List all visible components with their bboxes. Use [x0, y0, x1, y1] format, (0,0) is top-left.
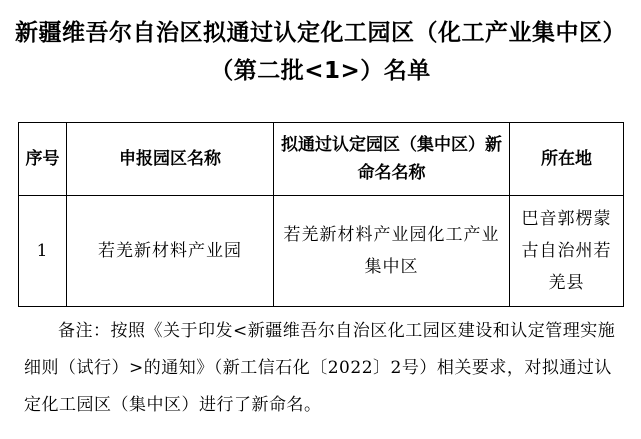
header-location: 所在地 [510, 123, 624, 196]
cell-location: 巴音郭楞蒙古自治州若羌县 [510, 196, 624, 307]
header-index: 序号 [19, 123, 67, 196]
cell-declared-name: 若羌新材料产业园 [67, 196, 274, 307]
header-declared-name: 申报园区名称 [67, 123, 274, 196]
cell-new-name: 若羌新材料产业园化工产业集中区 [274, 196, 510, 307]
table-header-row [19, 123, 624, 196]
cell-index: 1 [19, 196, 67, 307]
table-row [19, 196, 624, 307]
header-new-name: 拟通过认定园区（集中区）新命名名称 [274, 123, 510, 196]
park-list-table [18, 122, 624, 307]
note-paragraph: 备注：按照《关于印发<新疆维吾尔自治区化工园区建设和认定管理实施细则（试行）>的通知》（新工信石化〔2022〕2号）相关要求，对拟通过认定化工园区（集中区）进行了新命名。 [24, 321, 616, 415]
document-title: 新疆维吾尔自治区拟通过认定化工园区（化工产业集中区）（第二批<1>）名单 [15, 20, 626, 84]
